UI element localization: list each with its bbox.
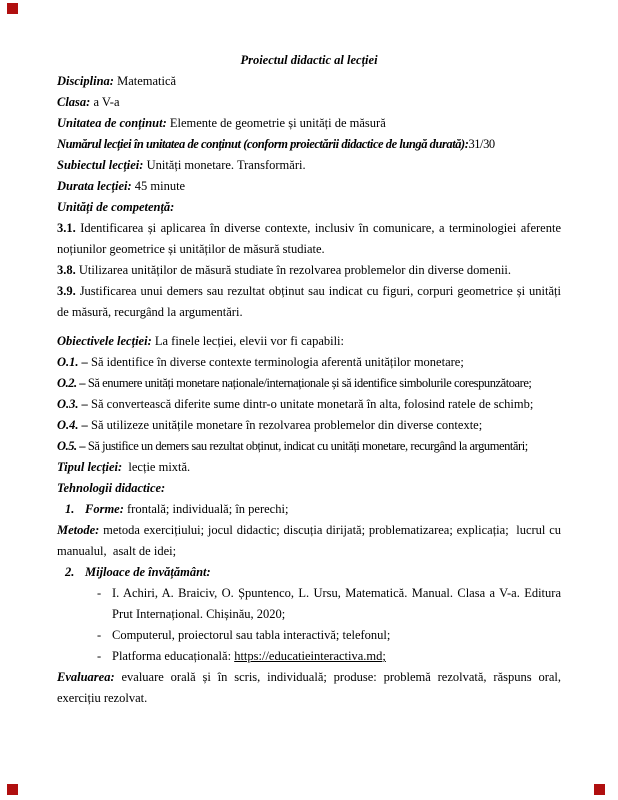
objective-number: O.3. – <box>57 397 88 411</box>
field-subiectul-lectiei <box>57 155 561 176</box>
list-text: frontală; individuală; în perechi; <box>123 502 289 516</box>
field-value: Elemente de geometrie și unități de măsură <box>166 116 386 130</box>
field-label: Tipul lecției: <box>57 460 123 474</box>
field-tipul-lectiei <box>57 457 561 478</box>
objective-o5 <box>57 436 561 457</box>
corner-marker-bottom-right <box>594 784 605 795</box>
bullet-text: Computerul, proiectorul sau tabla interactivă; telefonul; <box>112 628 391 642</box>
objectives-intro-text: La finele lecției, elevii vor fi capabili: <box>151 334 345 348</box>
objective-text: Să justifice un demers sau rezultat obținut, indicat cu unități monetare, recurgând la argumentări; <box>85 439 528 453</box>
field-label: Durata lecției: <box>57 179 132 193</box>
objective-o2 <box>57 373 561 394</box>
paragraph-label: Metode: <box>57 523 100 537</box>
objective-o4 <box>57 415 561 436</box>
objective-text: Să convertească diferite sume dintr-o unitate monetară în alta, folosind ratele de schimb; <box>87 397 534 411</box>
bullet-platform <box>97 646 561 667</box>
platform-link[interactable]: https://educatieinteractiva.md <box>234 649 383 663</box>
field-label: Clasa: <box>57 95 91 109</box>
heading-label: Unități de competență: <box>57 200 175 214</box>
heading-tehnologii-didactice <box>57 478 561 499</box>
paragraph-metode <box>57 520 561 562</box>
corner-marker-bottom-left <box>7 784 18 795</box>
competency-number: 3.9. <box>57 284 76 298</box>
bullet-text: Platforma educațională: <box>112 649 235 663</box>
field-value: a V-a <box>90 95 120 109</box>
list-item-forme <box>65 499 561 520</box>
field-label: Subiectul lecției: <box>57 158 144 172</box>
bullet-equipment <box>97 625 561 646</box>
paragraph-text: evaluare orală și în scris, individuală; produse: problemă rezolvată, răspuns oral, exercițiu rezolvat. <box>57 670 561 705</box>
objectives-intro <box>57 331 561 352</box>
list-label: Forme: <box>85 502 124 516</box>
field-label: Unitatea de conținut: <box>57 116 167 130</box>
competency-text: Utilizarea unităților de măsură studiate în rezolvarea problemelor din diverse domenii. <box>75 263 512 277</box>
objectives-intro-label: Obiectivele lecției: <box>57 334 152 348</box>
bullet-text: I. Achiri, A. Braiciv, O. Șpuntenco, L. Ursu, Matematică. Manual. Clasa a V-a. Editura Prut Internațional. Chișinău, 2020; <box>112 586 561 621</box>
paragraph-text: metoda exercițiului; jocul didactic; discuția dirijată; problematizarea; explicația; lucrul cu manualul, asalt de idei; <box>57 523 561 558</box>
paragraph-evaluarea <box>57 667 561 709</box>
paragraph-label: Evaluarea: <box>57 670 115 684</box>
field-disciplina <box>57 71 561 92</box>
list-item-mijloace <box>65 562 561 583</box>
bullet-manual-citation <box>97 583 561 625</box>
corner-marker-top-left <box>7 3 18 14</box>
bullet-dash: - <box>97 649 102 663</box>
field-value: 45 minute <box>131 179 186 193</box>
objective-number: O.5. – <box>57 439 86 453</box>
field-value: Unități monetare. Transformări. <box>143 158 306 172</box>
field-numarul-lectiei <box>57 134 561 155</box>
objective-number: O.2. – <box>57 376 86 390</box>
competency-text: Justificarea unui demers sau rezultat obținut sau indicat cu figuri, corpuri geometrice și unități de măsură, recurgând la argumentări. <box>57 284 561 319</box>
document-title <box>57 50 561 71</box>
objective-number: O.1. – <box>57 355 88 369</box>
document-title-text: Proiectul didactic al lecției <box>240 53 378 67</box>
list-number: 1. <box>65 502 75 516</box>
competency-3-9 <box>57 281 561 323</box>
bullet-dash: - <box>97 586 102 600</box>
objective-o3 <box>57 394 561 415</box>
competency-text: Identificarea și aplicarea în diverse contexte, inclusiv în comunicare, a terminologiei aferente noțiunilor geometrice și unităților de măsură studiate. <box>57 221 561 256</box>
competency-number: 3.1. <box>57 221 76 235</box>
field-durata-lectiei <box>57 176 561 197</box>
competency-3-8 <box>57 260 561 281</box>
heading-label: Tehnologii didactice: <box>57 481 166 495</box>
field-value: Matematică <box>113 74 177 88</box>
objective-text: Să identifice în diverse contexte terminologia aferentă unităților monetare; <box>87 355 464 369</box>
field-label: Numărul lecției în unitatea de conținut (conform proiectării didactice de lungă durată): <box>57 137 469 151</box>
field-value: lecție mixtă. <box>122 460 191 474</box>
bullet-dash: - <box>97 628 102 642</box>
list-number: 2. <box>65 565 75 579</box>
heading-unitati-competenta <box>57 197 561 218</box>
objective-text: Să utilizeze unitățile monetare în rezolvarea problemelor din diverse contexte; <box>87 418 483 432</box>
competency-3-1 <box>57 218 561 260</box>
bullet-text-suffix: ; <box>382 649 386 663</box>
objective-number: O.4. – <box>57 418 88 432</box>
field-unitatea-continut <box>57 113 561 134</box>
objective-o1 <box>57 352 561 373</box>
objective-text: Să enumere unități monetare naționale/internaționale și să identifice simbolurile corespunzătoare; <box>85 376 532 390</box>
competency-number: 3.8. <box>57 263 76 277</box>
field-label: Disciplina: <box>57 74 114 88</box>
field-clasa <box>57 92 561 113</box>
field-value: 31/30 <box>468 137 495 151</box>
list-label: Mijloace de învățământ: <box>85 565 211 579</box>
